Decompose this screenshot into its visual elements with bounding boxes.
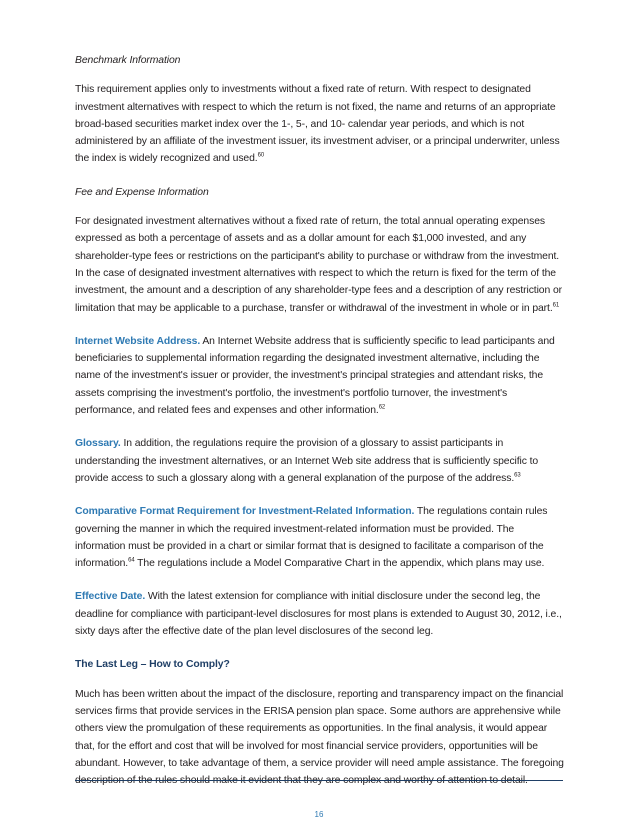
website-paragraph — [75, 333, 565, 419]
effective-lead: Effective Date. — [75, 591, 146, 603]
page-content — [75, 52, 565, 789]
comparative-paragraph — [75, 503, 565, 572]
fees-text: For designated investment alternatives without a fixed rate of return, the total annual operating expenses expressed as both a percentage of assets and as a dollar amount for each $1,000 invested, and any shareholder-type fees or restrictions on the participant's ability to purchase or withdraw from the investment. In the case of designated investment alternatives with respect to which the return is fixed for the term of the investment, the amount and a description of any shareholder-type fees and a description of any restriction or limitation that may be applicable to a purchase, transfer or withdrawal of the investment in whole or in part. — [75, 216, 562, 314]
fees-paragraph — [75, 213, 565, 317]
footer-rule — [75, 780, 563, 781]
benchmark-text: This requirement applies only to investments without a fixed rate of return. With respect to designated investment alternatives with respect to which the return is not fixed, the name and returns of an appropriate broad-based securities market index over the 1-, 5-, and 10- calendar year periods, and which is not administered by an affiliate of the investment issuer, its investment adviser, or a principal underwriter, unless the index is widely recognized and used. — [75, 84, 560, 165]
effective-paragraph — [75, 588, 565, 640]
footnote-ref-63[interactable]: 63 — [514, 472, 521, 479]
page-number: 16 — [314, 810, 324, 819]
benchmark-heading: Benchmark Information — [75, 55, 181, 66]
footnote-ref-61[interactable]: 61 — [552, 302, 560, 309]
glossary-lead: Glossary. — [75, 438, 121, 450]
website-text: An Internet Website address that is sufficiently specific to lead participants and beneficiaries to supplemental information regarding the designated investment alternative, including the name of the investment's issuer or provider, the investment's principal strategies and attendant risks, the assets comprising the investment's portfolio, the investment's portfolio turnover, the investment's performance, and related fees and expenses and other information. — [75, 335, 555, 417]
effective-text: With the latest extension for compliance with initial disclosure under the second leg, the deadline for compliance with participant-level disclosures for most plans is extended to August 30, 2012, i.e., sixty days after the effective date of the plan level disclosures of the second leg. — [75, 591, 562, 638]
comparative-lead: Comparative Format Requirement for Investment-Related Information. — [75, 506, 415, 518]
benchmark-paragraph — [75, 81, 565, 167]
comparative-text: The regulations contain rules governing the manner in which the required investment-related information must be provided. The information must be provided in a chart or similar format that is designed to facilitate a comparison of the information. — [75, 506, 548, 570]
glossary-text: In addition, the regulations require the provision of a glossary to assist participants in understanding the investment alternatives, or an Internet Web site address that is sufficiently specific to provide access to such a glossary along with a general explanation of the purpose of the address. — [75, 438, 539, 484]
glossary-paragraph — [75, 435, 565, 487]
lastleg-paragraph: Much has been written about the impact of the disclosure, reporting and transparency impact on the financial services firms that provide services in the ERISA pension plan space. Some authors are apprehensive while others view the promulgation of these requirements as opportunities. In the final analysis, it would appear that, for the effort and cost that will be involved for most financial service providers, opportunities will be abundant. However, to take advantage of them, a service provider will need ample assistance. The foregoing description of the rules should make it evident that they are complex and worthy of attention to detail. — [75, 688, 564, 787]
comparative-text-after: The regulations include a Model Comparative Chart in the appendix, which plans may use. — [134, 558, 545, 570]
lastleg-heading: The Last Leg – How to Comply? — [75, 659, 230, 671]
footnote-ref-60[interactable]: 60 — [257, 153, 265, 160]
footnote-ref-62[interactable]: 62 — [378, 404, 386, 411]
website-lead: Internet Website Address. — [75, 335, 201, 347]
footnote-ref-64[interactable]: 64 — [128, 557, 135, 564]
fees-heading: Fee and Expense Information — [75, 186, 209, 198]
